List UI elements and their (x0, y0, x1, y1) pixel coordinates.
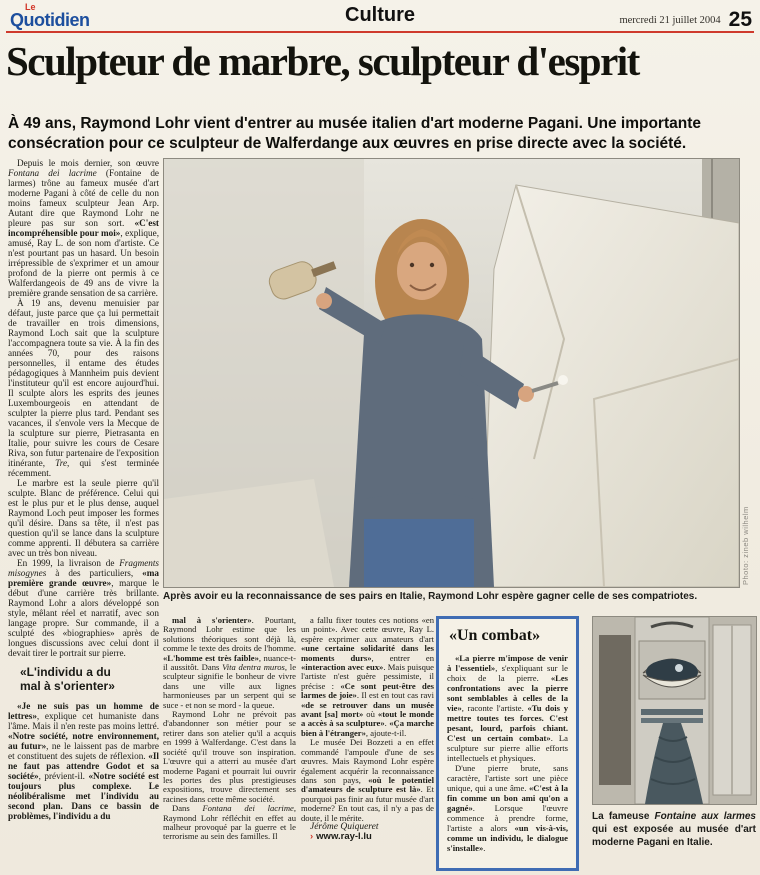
paragraph: Dans Fontana dei lacrime, Raymond Lohr réfléchit en effet au malheur provoqué par la guerre et le terrorisme au sein des familles. Il (163, 803, 296, 842)
sidebar-body (447, 653, 568, 853)
sculpture-illustration (593, 617, 756, 804)
paragraph: Le musée Dei Bozzeti a en effet commandé l'ampoule d'une de ses œuvres. Mais Raymond Lohr espère également acquérir la reconnaissance dans son pays, «où le potentiel d'amateurs de sculpture est là». Et pourquoi pas finir au futur musée d'art moderne? En tout cas, il n'y a pas de doute, il le mérite. (301, 737, 434, 823)
logo-quotidien: Quotidien (10, 10, 90, 30)
website-link (301, 832, 434, 841)
byline: Jérôme Quiqueret (310, 821, 379, 832)
paragraph: La fameuse Fontaine aux larmes qui est exposée au musée d'art moderne Pagani en Italie. (592, 811, 756, 848)
header-right (619, 8, 752, 32)
main-photo-illustration (164, 159, 739, 587)
paragraph: En 1999, la livraison de Fragments misogynes à des particuliers, «ma première grande œuvre», marque le début d'une carrière très brillante. Raymond Lohr a alors développé son style, mêlant réel et narratif, avec son langage propre. Sur commande, il a sculpté des «biographies» après de longues discussions avec celui dont il devait tirer le portrait sur pierre. (8, 558, 159, 658)
page-number: 25 (728, 8, 752, 31)
paragraph: Raymond Lohr ne prévoit pas d'abandonner son métier pour se retirer dans son atelier qu'il a acquis en 1999 à Walferdange. C'est dans la société qu'il trouve son inspiration. L'œuvre qui a atterri au musée d'art moderne Pagani et pourrait lui ouvrir les portes des plus prestigieuses expositions, trouve directement ses racines dans cette même société. (163, 709, 296, 804)
paragraph: Depuis le mois dernier, son œuvre Fontana dei lacrime (Fontaine de larmes) trône au fameux musée d'art moderne Pagani à côté de celle du non moins fameux sculpteur Jean Arp. Autant dire que Raymond Lohr ne pleure pas sur son sort. «C'est incompréhensible pour moi», explique, amusé, Ray L. de son nom d'artiste. Ce n'est pourtant pas un hasard. Un besoin irrépressible de s'exprimer et un amour profond de la pierre ont permis à ce Walferdangeois de 49 ans de vivre la première grande sensation de sa carrière. (8, 158, 159, 298)
paragraph: «Je ne suis pas un homme de lettres», explique cet humaniste dans l'âme. Mais il n'en reste pas moins lettré. «Notre société, notre environnement, au futur», ne le laissent pas de marbre et constituent des sujets de réflexion. «Il ne faut pas attendre Godot et sa société», prévient-il. «Notre société est toujours plus complexe. Le néolibéralisme met l'individu au second plan. Dans ce bassin de problèmes, l'individu a du (8, 700, 159, 821)
paragraph: D'une pierre brute, sans caractère, l'artiste sort une pièce unique, qui a une âme. «C'est à la fin comme un bon ami qu'on a gagné». Lorsque l'œuvre commence à prendre forme, l'artiste a alors «un vis-à-vis, comme un individu, le dialogue s'installe». (447, 763, 568, 853)
sidebar-box (436, 616, 579, 871)
main-photo-caption: Après avoir eu la reconnaissance de ses pairs en Italie, Raymond Lohr espère gagner celle de ses compatriotes. (163, 591, 698, 602)
column-1-top (8, 158, 159, 658)
column-3-text (301, 616, 434, 823)
photo-credit: Photo: zineb wilhelm (741, 506, 750, 585)
sculpture-photo (592, 616, 757, 805)
main-photo (163, 158, 740, 588)
column-1-bottom (8, 701, 159, 821)
article-column-2 (163, 616, 296, 871)
sculpture-caption (592, 810, 756, 849)
section-title: Culture (345, 4, 415, 26)
link-arrow-icon: › (310, 831, 314, 843)
header-rule (6, 31, 754, 33)
paragraph: À 19 ans, devenu menuisier par défaut, juste parce que ça lui permettait de travailler en trois dimensions, Raymond Loch sait que la sculpture l'accompagnera toute sa vie. À la fin des années 70, pour des raisons personnelles, il entame des études pédagogiques à Mannheim puis devient l'instituteur qu'il est encore aujourd'hui. Il sculpte alors les esprits des jeunes Luxembourgeois en attendant de sculpter la pierre plus tard. Pendant ses vacances, il s'envole vers la Mecque de la sculpture sur pierre, Pietrasanta en Italie, pour suivre les cours de Cesare Riva, son futur partenaire de l'exposition itinérante, Tre, qui s'est terminée récemment. (8, 298, 159, 478)
paragraph: «La pierre m'impose de venir à l'essentiel», s'expliquant sur le choix de la pierre. «Les confrontations avec la pierre sont semblables à celles de la vie», raconte l'artiste. «Tu dois y mettre toutes tes forces. C'est pesant, lourd, parfois chiant. C'est un certain combat». La sculpture sur pierre allie efforts intellectuels et physiques. (447, 653, 568, 763)
lede: À 49 ans, Raymond Lohr vient d'entrer au musée italien d'art moderne Pagani. Une importante consécration pour ce sculpteur de Walferdange aux œuvres en prise directe avec la société. (8, 115, 701, 152)
logo-le: Le (25, 2, 36, 12)
article-column-3 (301, 616, 434, 871)
article-column-1 (8, 158, 159, 870)
paragraph: mal à s'orienter». Pourtant, Raymond Lohr estime que les solutions théoriques sont déjà là, comme le texte des droits de l'homme. «L'homme est très faible», nuance-t-il aussitôt. Dans Vita dentra muros, le sculpteur signifie le bonheur de vivre dans une ville aux lignes harmonieuses par un serpent qui se suce - et non se mord - la queue. (163, 616, 296, 710)
link-url: www.ray-l.lu (316, 831, 372, 843)
headline: Sculpteur de marbre, sculpteur d'esprit (6, 38, 639, 84)
paragraph: a fallu fixer toutes ces notions «en un point». Avec cette œuvre, Ray L. espère exprimer aux amateurs d'art «une certaine solidarité dans les moments durs», entrer en «interaction avec eux». Mais puisque l'artiste n'est guère pessimiste, il précise : «Ce sont peut-être des larmes de joie». Il est en tout cas ravi «de se retrouver dans un musée avant [sa] mort» où «tout le monde a accès à sa sculpture». «Ça marche bien à l'étranger», ajoute-t-il. (301, 616, 434, 738)
sidebar-title: «Un combat» (449, 627, 541, 644)
issue-date: mercredi 21 juillet 2004 (619, 14, 721, 26)
crosshead: «L'individu a du mal à s'orienter» (20, 665, 115, 694)
paragraph: Le marbre est la seule pierre qu'il sculpte. Blanc de préférence. Celui qui est le plus pur et le plus dense, auquel Raymond Loch peut imposer les formes qu'il désire. Dans sa tête, il n'est pas question qu'il se lance dans la sculpture comme apprenti. Il débutera sa carrière avec un très bon niveau. (8, 478, 159, 558)
